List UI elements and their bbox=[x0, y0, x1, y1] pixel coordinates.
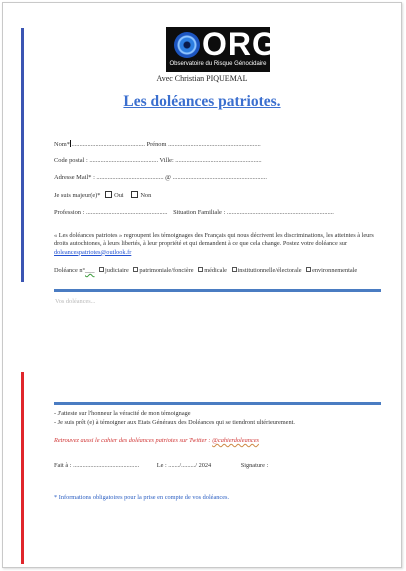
declarations bbox=[54, 410, 295, 427]
logo-letters: ORG bbox=[202, 26, 278, 62]
at-sign: @ bbox=[165, 174, 172, 181]
non-checkbox[interactable] bbox=[131, 191, 138, 198]
author-line: Avec Christian PIQUEMAL bbox=[156, 74, 248, 83]
mail-domain-field[interactable]: ........................................................... bbox=[172, 174, 267, 181]
mail-label: Adresse Mail* bbox=[54, 174, 92, 181]
environnementale-checkbox[interactable] bbox=[306, 267, 311, 272]
profession-row bbox=[54, 209, 334, 217]
cp-field[interactable]: ........................................... bbox=[89, 157, 159, 164]
intro-text: « Les doléances patriotes » regroupent les témoignages des Français qui nous décrivent les discriminations, les atteintes à leurs droits autochtones, à leurs libertés, à leur propriété et qui demandent à ce que cela change. Postez votre doléance sur bbox=[54, 232, 374, 248]
org-logo bbox=[166, 26, 278, 72]
date-field[interactable]: Le : ......./........./ 2024 bbox=[156, 462, 212, 469]
page-title: Les doléances patriotes. bbox=[123, 93, 281, 110]
oui-checkbox[interactable] bbox=[105, 191, 112, 198]
prenom-field[interactable]: .......................................................... bbox=[168, 141, 261, 148]
oui-label: Oui bbox=[114, 192, 124, 199]
intro-paragraph bbox=[54, 232, 389, 257]
judiciaire-checkbox[interactable] bbox=[99, 267, 104, 272]
doleances-textarea[interactable]: Vos doléances... bbox=[55, 298, 96, 305]
institutionnelle-checkbox[interactable] bbox=[232, 267, 237, 272]
postal-row bbox=[54, 157, 262, 165]
signature-field[interactable]: Signature : bbox=[240, 462, 269, 469]
cat-environnementale: environnementale bbox=[312, 267, 358, 274]
patrimoniale-checkbox[interactable] bbox=[133, 267, 138, 272]
cat-medicale: médicale bbox=[204, 267, 227, 274]
eye-icon bbox=[174, 32, 200, 58]
profession-field[interactable]: ................................................... bbox=[85, 209, 168, 216]
non-label: Non bbox=[140, 192, 152, 199]
majeur-row bbox=[54, 191, 151, 200]
document-page bbox=[2, 2, 402, 568]
cat-patrimoniale: patrimoniale/foncière bbox=[139, 267, 194, 274]
twitter-line bbox=[54, 437, 259, 444]
prenom-label: Prénom bbox=[146, 141, 167, 148]
profession-label: Profession : bbox=[54, 209, 85, 216]
category-row bbox=[54, 267, 357, 274]
declaration-2: - Je suis prêt (e) à témoigner aux Etats Généraux des Doléances qui se tiendront ultérieurement. bbox=[54, 418, 295, 426]
declaration-1: - J'atteste sur l'honneur la véracité de mon témoignage bbox=[54, 410, 191, 417]
red-margin-bar bbox=[21, 372, 24, 564]
cat-judiciaire: judiciaire bbox=[105, 267, 129, 274]
medicale-checkbox[interactable] bbox=[198, 267, 203, 272]
doleance-label: Doléance n° bbox=[54, 267, 86, 274]
majeur-label: Je suis majeur(e)* bbox=[54, 192, 101, 199]
twitter-text: Retrouvez aussi le cahier des doléances patriotes sur Twitter : bbox=[54, 437, 211, 444]
name-row bbox=[54, 140, 261, 149]
nom-field[interactable]: .............................................. bbox=[71, 141, 145, 148]
mail-field[interactable]: : .......................................... bbox=[93, 174, 164, 181]
situation-field[interactable]: ................................................................... bbox=[226, 209, 334, 216]
mail-row bbox=[54, 174, 267, 182]
footnote: * Informations obligatoires pour la prise en compte de vos doléances. bbox=[54, 494, 230, 501]
ville-field[interactable]: : ...................................................... bbox=[171, 157, 262, 164]
cp-label: Code postal : bbox=[54, 157, 88, 164]
blue-margin-bar bbox=[21, 28, 24, 282]
fait-field[interactable]: Fait à : .......................................... bbox=[54, 462, 140, 469]
doleance-number[interactable]: ___ bbox=[85, 267, 95, 274]
logo-subtitle: Observatoire du Risque Génocidaire bbox=[169, 61, 267, 67]
twitter-handle[interactable]: @cahierdoleances bbox=[212, 437, 259, 444]
nom-label: Nom* bbox=[54, 141, 70, 148]
ville-label: Ville bbox=[159, 157, 172, 164]
cat-institutionnelle: institutionnelle/électorale bbox=[237, 267, 302, 274]
email-link[interactable]: doleancespatriotes@outlook.fr bbox=[54, 248, 132, 256]
situation-label: Situation Familiale : bbox=[173, 209, 226, 216]
signature-row bbox=[54, 462, 268, 469]
top-divider bbox=[54, 289, 381, 292]
bottom-divider bbox=[54, 402, 381, 405]
